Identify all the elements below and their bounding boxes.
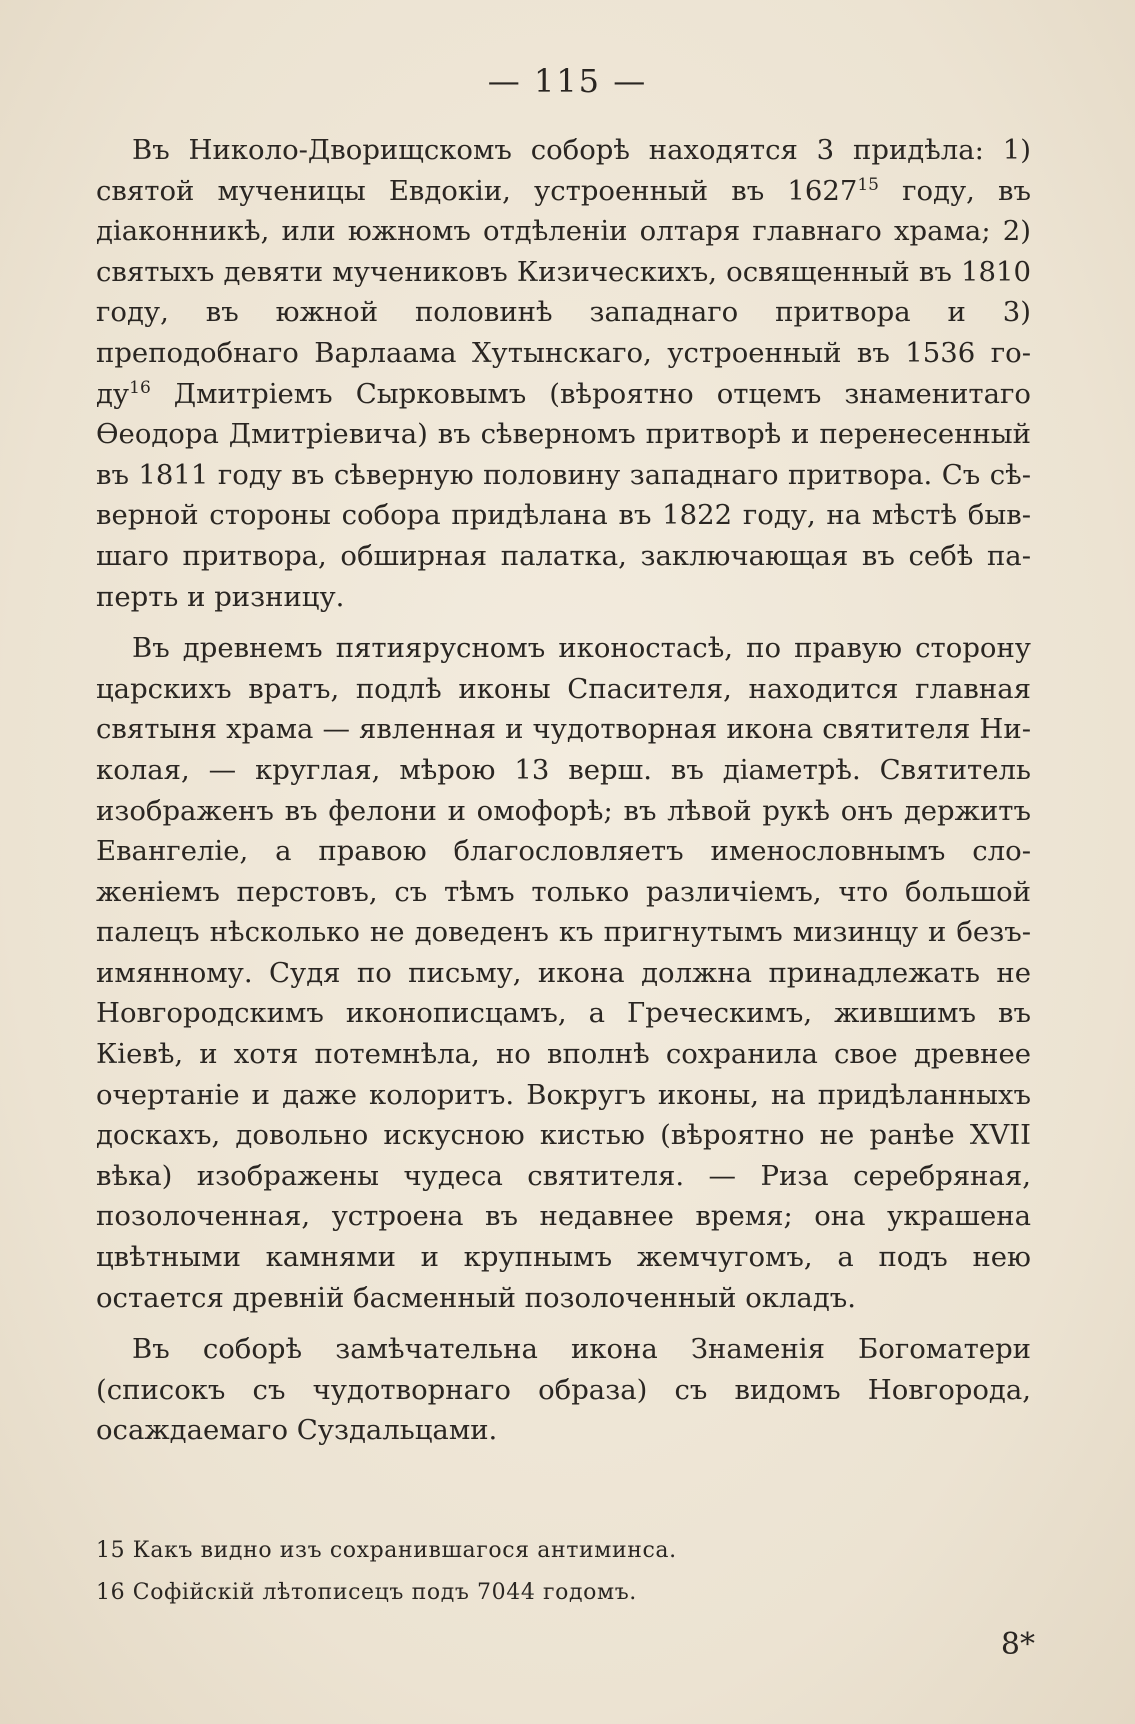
footnote-16: 16 Софійскій лѣтописецъ подъ 7044 годомъ. xyxy=(96,1580,637,1605)
page-number: — 115 — xyxy=(487,62,648,100)
signature-mark: 8* xyxy=(1000,1627,1035,1662)
paragraph-1 xyxy=(96,130,1031,617)
footnote-15: 15 Какъ видно изъ сохранившагося антиминса. xyxy=(96,1538,677,1563)
paragraph-2: Въ древнемъ пятиярусномъ иконостасѣ, по правую сторону царскихъ вратъ, подлѣ иконы Спасителя, находится главная святыня храма — явленная и чудотворная икона святителя Николая, — круглая, мѣрою 13 верш. въ діаметрѣ. Святитель изображенъ въ фелони и омофорѣ; въ лѣвой рукѣ онъ держитъ Евангеліе, а правою благословляетъ именословнымъ сложеніемъ перстовъ, съ тѣмъ только различіемъ, что большой палецъ нѣсколько не доведенъ къ пригнутымъ мизинцу и безъимянному. Судя по письму, икона должна принадлежать не Новгородскимъ иконописцамъ, а Греческимъ, жившимъ въ Кіевѣ, и хотя потемнѣла, но вполнѣ сохранила свое древнее очертаніе и даже колоритъ. Вокругъ иконы, на придѣланныхъ доскахъ, довольно искусною кистью (вѣроятно не ранѣе XVII вѣка) изображены чудеса святителя. — Риза серебряная, позолоченная, устроена въ недавнее время; она украшена цвѣтными камнями и крупнымъ жемчугомъ, а подъ нею остается древній басменный позолоченный окладъ. xyxy=(96,632,1031,1314)
footnotes xyxy=(96,1530,1031,1614)
paragraph-1-part-b: году, въ діаконникѣ, или южномъ отдѣленіи олтаря главнаго храма; 2) святыхъ девяти мучениковъ Кизическихъ, освященный въ 1810 году, въ южной половинѣ западнаго притвора и 3) преподобнаго Варлаама Хутынскаго, устроенный въ 1536 году xyxy=(96,174,1031,410)
paragraph-3: Въ соборѣ замѣчательна икона Знаменія Богоматери (списокъ съ чудотворнаго образа) съ видомъ Новгорода, осаждаемаго Суздальцами. xyxy=(96,1333,1031,1447)
footnote-ref-15[interactable]: 15 xyxy=(857,174,879,195)
footnote-ref-16[interactable]: 16 xyxy=(129,377,151,398)
paragraph-1-part-a: Въ Николо-Дворищскомъ соборѣ находятся 3 придѣла: 1) святой мученицы Евдокіи, устроенный въ 1627 xyxy=(96,134,1031,207)
body-text xyxy=(96,130,1031,1462)
paragraph-1-part-c: Дмитріемъ Сырковымъ (вѣроятно отцемъ знаменитаго Ѳеодора Дмитріевича) въ сѣверномъ притворѣ и перенесенный въ 1811 году въ сѣверную половину западнаго притвора. Съ сѣверной стороны собора придѣлана въ 1822 году, на мѣстѣ бывшаго притвора, обширная палатка, заключающая въ себѣ паперть и ризницу. xyxy=(96,377,1031,613)
